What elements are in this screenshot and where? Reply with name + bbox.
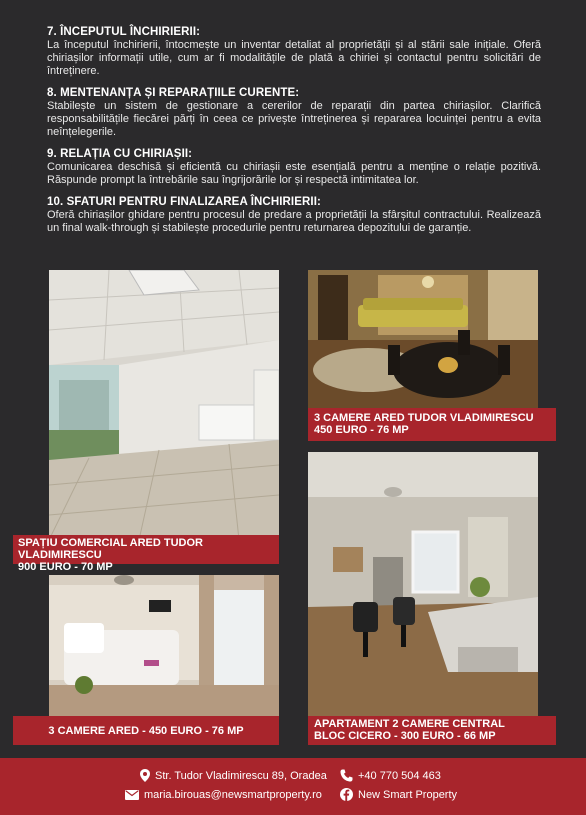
email-row[interactable] <box>125 789 322 801</box>
section-7 <box>47 26 541 78</box>
section-8 <box>47 87 541 139</box>
section-9 <box>47 148 541 187</box>
section-heading: 9. RELAȚIA CU CHIRIAȘII: <box>47 148 193 160</box>
phone-text: +40 770 504 463 <box>358 769 441 782</box>
listing-caption-3-rooms-ared[interactable] <box>13 716 279 745</box>
listing-caption-3-rooms-tudor[interactable] <box>308 408 556 441</box>
listing-photo-3-rooms-bedroom[interactable] <box>49 575 279 717</box>
location-pin-icon <box>140 769 150 782</box>
phone-icon <box>340 769 353 782</box>
email-icon <box>125 790 139 800</box>
facebook-text: New Smart Property <box>358 788 458 801</box>
section-body: Stabilește un sistem de gestionare a cererilor de reparații din partea chiriașilor. Clarifică responsabilitățile fiecărei părți în ceea ce privește întreținerea și repararea locuinței pentru a evita neînțelegerile. <box>47 100 541 138</box>
email-text: maria.birouas@newsmartproperty.ro <box>144 789 322 801</box>
listing-photo-2-rooms-office[interactable] <box>308 452 538 717</box>
phone-row[interactable] <box>340 769 441 782</box>
listing-photo-commercial-space[interactable] <box>49 270 279 540</box>
address-text: Str. Tudor Vladimirescu 89, Oradea <box>155 769 327 782</box>
facebook-icon <box>340 788 353 801</box>
section-heading: 7. ÎNCEPUTUL ÎNCHIRIERII: <box>47 26 201 38</box>
listing-title: 3 CAMERE ARED - 450 EURO - 76 MP <box>48 725 244 737</box>
section-heading: 8. MENTENANȚA ȘI REPARAȚIILE CURENTE: <box>47 87 300 99</box>
address-row <box>140 769 327 782</box>
listing-title: SPAȚIU COMERCIAL ARED TUDOR VLADIMIRESCU <box>18 537 203 561</box>
listing-caption-2-rooms-cicero[interactable] <box>308 716 556 745</box>
section-body: La începutul închirierii, întocmește un inventar detaliat al proprietății și al stării sale inițiale. Oferă chiriașilor informații utile, cum ar fi modalitățile de plată a chiriei și contactul pentru solicitări de întreținere. <box>47 39 541 77</box>
listing-price: 900 EURO - 70 MP <box>18 561 113 573</box>
section-heading: 10. SFATURI PENTRU FINALIZAREA ÎNCHIRIERII: <box>47 196 321 208</box>
tips-text-block <box>47 26 541 244</box>
listing-title: APARTAMENT 2 CAMERE CENTRAL <box>314 718 505 730</box>
listing-price: BLOC CICERO - 300 EURO - 66 MP <box>314 730 496 742</box>
section-body: Oferă chiriașilor ghidare pentru procesul de predare a proprietății la sfârșitul contractului. Realizează un final walk-through și stabilește procedurile pentru returnarea depozitului de garanție. <box>47 209 541 234</box>
section-body: Comunicarea deschisă și eficientă cu chiriașii este esențială pentru a menține o relație pozitivă. Răspunde prompt la întrebările sau îngrijorările lor și respectă intimitatea lor. <box>47 161 541 186</box>
listing-caption-commercial-space[interactable] <box>13 535 279 573</box>
contact-footer <box>0 758 586 815</box>
listing-photo-3-rooms-living[interactable] <box>308 270 538 412</box>
listing-price: 450 EURO - 76 MP <box>314 424 409 436</box>
listing-title: 3 CAMERE ARED TUDOR VLADIMIRESCU <box>314 412 534 424</box>
section-10 <box>47 196 541 235</box>
facebook-row[interactable] <box>340 788 457 801</box>
